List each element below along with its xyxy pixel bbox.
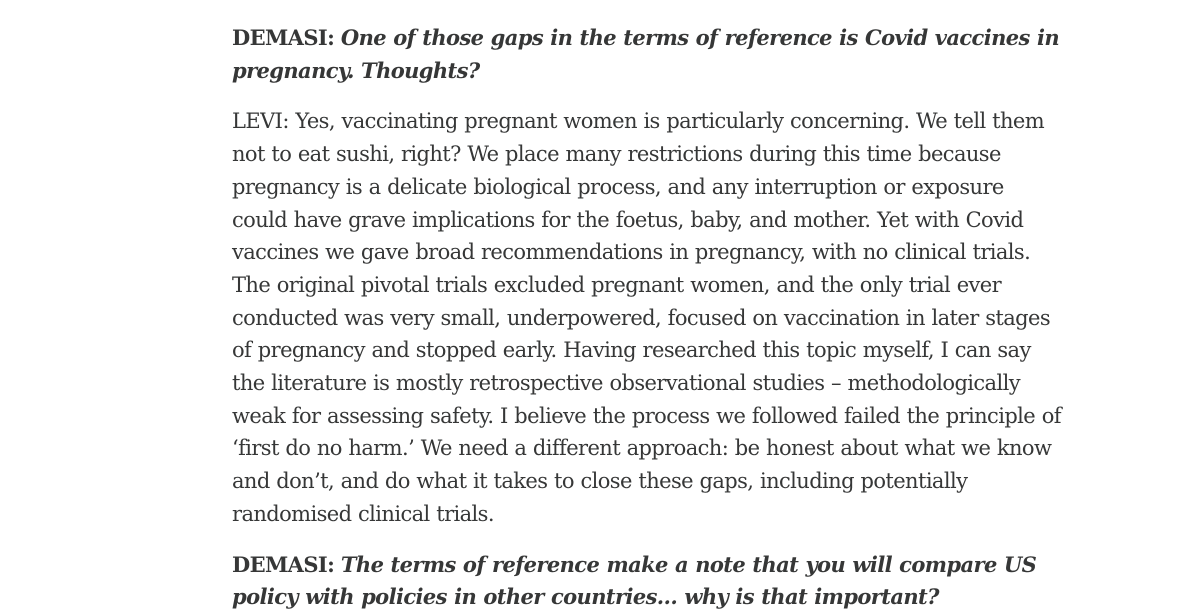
interview-paragraph-levi-answer	[232, 105, 1062, 530]
speaker-name: DEMASI:	[232, 551, 335, 577]
interview-paragraph-demasi-question-1	[232, 22, 1062, 87]
question-text: The terms of reference make a note that you will compare US policy with policies in other countries… why is that important?	[232, 551, 1037, 610]
interview-paragraph-demasi-question-2	[232, 549, 1062, 614]
speaker-name: DEMASI:	[232, 25, 335, 50]
answer-text: Yes, vaccinating pregnant women is particularly concerning. We tell them not to eat sushi, right? We place many restrictions during this time because pregnancy is a delicate biological process, and any interruption or exposure could have grave implications for the foetus, baby, and mother. Yet with Covid vaccines we gave broad recommendations in pregnancy, with no clinical trials. The original pivotal trials excluded pregnant women, and the only trial ever conducted was very small, underpowered, focused on vaccination in later stages of pregnancy and stopped early. Having researched this topic myself, I can say the literature is mostly retrospective observational studies – methodologically weak for assessing safety. I believe the process we followed failed the principle of ‘first do no harm.’ We need a different approach: be honest about what we know and don’t, and do what it takes to close these gaps, including potentially randomised clinical trials.	[232, 109, 1061, 526]
interview-article	[232, 22, 1062, 614]
speaker-name: LEVI:	[232, 109, 289, 134]
question-text: One of those gaps in the terms of reference is Covid vaccines in pregnancy. Thoughts?	[232, 25, 1060, 83]
